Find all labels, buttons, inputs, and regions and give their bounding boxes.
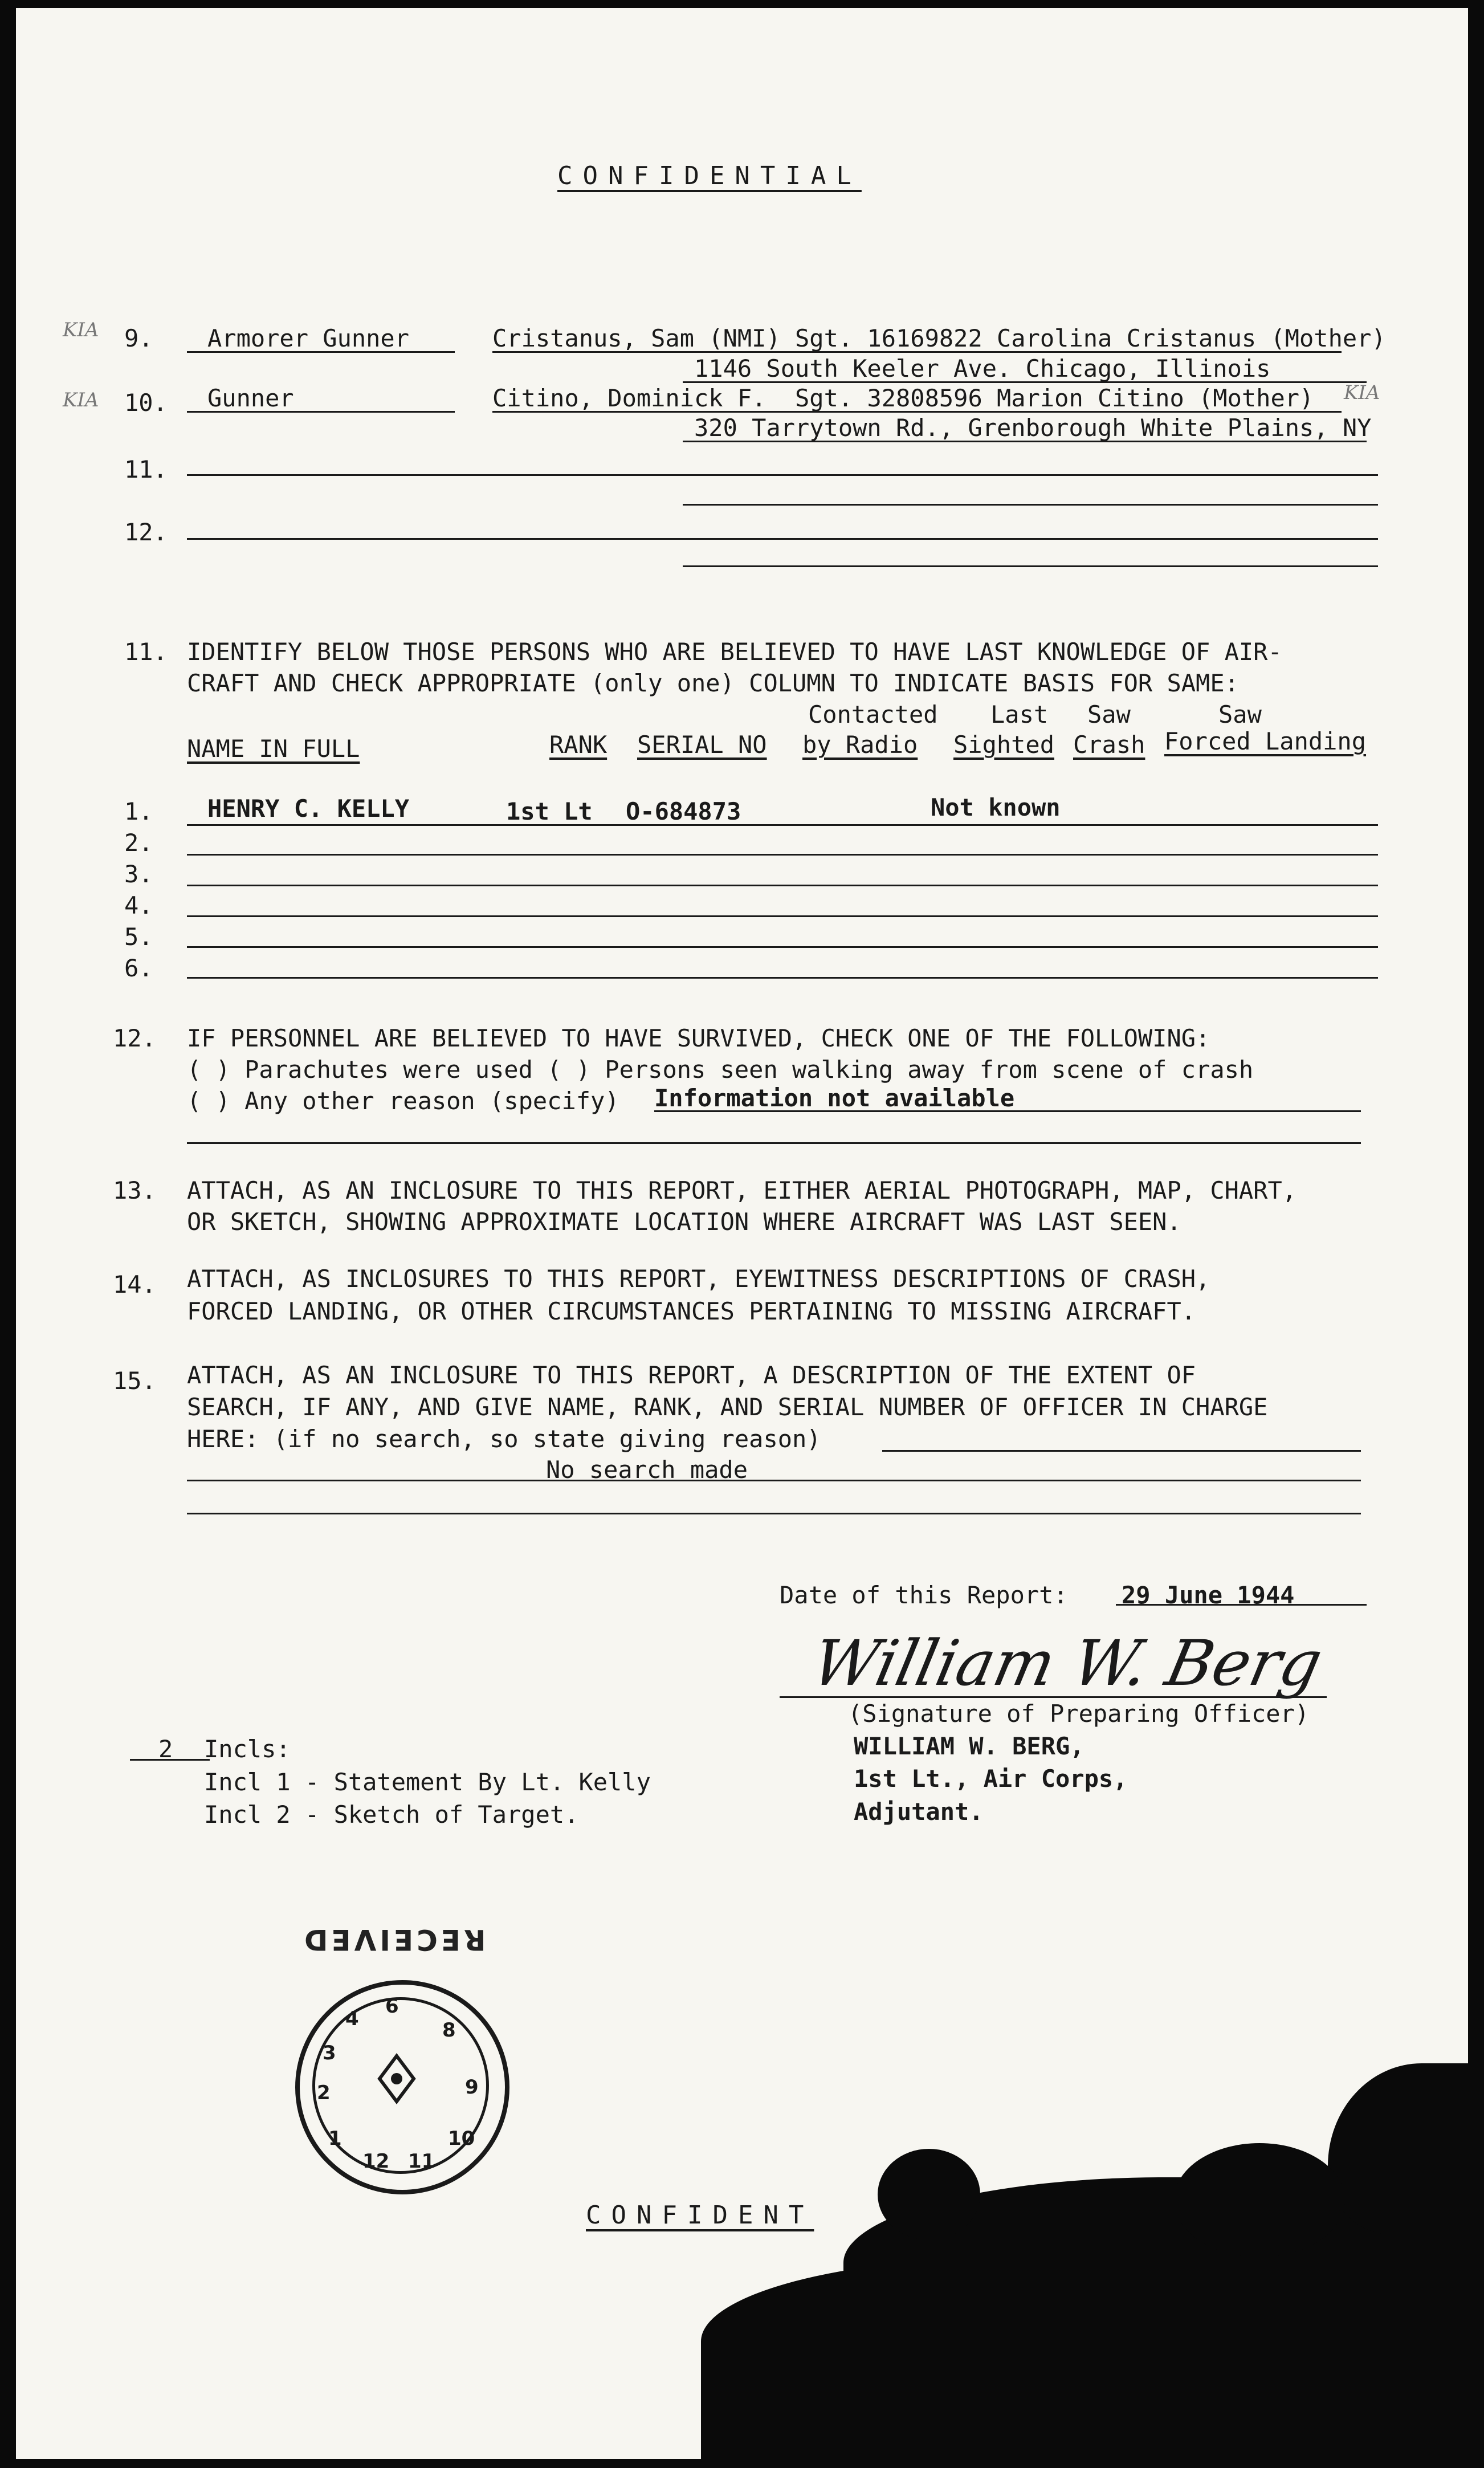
burn-damage	[878, 2149, 980, 2240]
col-header-crash: Crash	[1073, 731, 1145, 759]
report-date-label: Date of this Report:	[780, 1581, 1068, 1609]
inclosure-count: 2	[158, 1735, 173, 1763]
officer-title: Adjutant.	[854, 1798, 984, 1826]
crew-details: Cristanus, Sam (NMI) Sgt. 16169822 Carolina Cristanus (Mother)	[492, 324, 1386, 352]
row-number: 6.	[124, 954, 153, 982]
burn-damage	[1174, 2143, 1345, 2257]
search-answer: No search made	[546, 1456, 748, 1484]
margin-note-kia: KIA	[63, 319, 99, 341]
crew-num: 9.	[124, 324, 153, 352]
row-number: 4.	[124, 891, 153, 919]
section-number: 14.	[113, 1270, 156, 1298]
stamp-number: 2	[317, 2082, 331, 2104]
row-number: 3.	[124, 860, 153, 888]
col-header-sighted: Sighted	[953, 731, 1055, 759]
witness-name: HENRY C. KELLY	[207, 795, 410, 822]
stamp-number: 10	[448, 2127, 475, 2150]
witness-rank: 1st Lt	[506, 797, 593, 825]
col-header-top: Last	[990, 701, 1049, 728]
section-text: SEARCH, IF ANY, AND GIVE NAME, RANK, AND SERIAL NUMBER OF OFFICER IN CHARGE	[187, 1393, 1268, 1421]
section-text: OR SKETCH, SHOWING APPROXIMATE LOCATION WHERE AIRCRAFT WAS LAST SEEN.	[187, 1208, 1181, 1236]
witness-basis: Not known	[931, 793, 1061, 821]
margin-note-kia: KIA	[63, 389, 99, 412]
stamp-number: 4	[345, 2007, 359, 2030]
row-number: 1.	[124, 797, 153, 825]
row-number: 5.	[124, 923, 153, 951]
row-number: 2.	[124, 829, 153, 857]
crew-address: 1146 South Keeler Ave. Chicago, Illinois	[694, 355, 1271, 382]
crew-position: Gunner	[207, 384, 294, 412]
col-header-top: Contacted	[808, 701, 938, 728]
stamp-number: 6	[385, 1995, 399, 2018]
crew-details: Citino, Dominick F. Sgt. 32808596 Marion Citino (Mother)	[492, 384, 1314, 412]
clock-stamp	[295, 1980, 509, 2194]
witness-serial: O-684873	[626, 797, 741, 825]
col-header-forced: Forced Landing	[1164, 727, 1367, 755]
stamp-number: 3	[323, 2042, 336, 2064]
crew-num: 10.	[124, 389, 168, 417]
officer-signature: William W. Berg	[806, 1627, 1329, 1700]
page-header: CONFIDENTIAL	[557, 161, 862, 190]
document-page	[16, 8, 1468, 2459]
col-header-serial: SERIAL NO	[637, 731, 767, 759]
section-text: FORCED LANDING, OR OTHER CIRCUMSTANCES PERTAINING TO MISSING AIRCRAFT.	[187, 1297, 1196, 1325]
crew-address: 320 Tarrytown Rd., Grenborough White Plains, NY	[694, 414, 1372, 442]
col-header-top: Saw	[1087, 701, 1131, 728]
col-header-rank: RANK	[549, 731, 608, 759]
crew-num: 11.	[124, 455, 168, 483]
section-text: IDENTIFY BELOW THOSE PERSONS WHO ARE BELIEVED TO HAVE LAST KNOWLEDGE OF AIR-	[187, 638, 1282, 666]
inclosure-label: Incls:	[204, 1735, 291, 1763]
inclosure-item: Incl 1 - Statement By Lt. Kelly	[204, 1768, 651, 1796]
officer-rank: 1st Lt., Air Corps,	[854, 1765, 1128, 1793]
section-text: ATTACH, AS AN INCLOSURE TO THIS REPORT, A DESCRIPTION OF THE EXTENT OF	[187, 1361, 1196, 1389]
section-number: 15.	[113, 1367, 156, 1395]
section-text: ( ) Any other reason (specify)	[187, 1087, 619, 1115]
section-number: 11.	[124, 638, 168, 666]
col-header-top: Saw	[1218, 701, 1262, 728]
section-text: IF PERSONNEL ARE BELIEVED TO HAVE SURVIVED, CHECK ONE OF THE FOLLOWING:	[187, 1024, 1210, 1052]
stamp-number: 9	[465, 2076, 479, 2099]
col-header-radio: by Radio	[802, 731, 918, 759]
section-number: 13.	[113, 1176, 156, 1204]
received-stamp-text: RECEIVED	[301, 1923, 486, 1956]
col-header-name: NAME IN FULL	[187, 735, 360, 763]
section-number: 12.	[113, 1024, 156, 1052]
stamp-number: 1	[328, 2127, 342, 2150]
pen-nib-icon	[371, 2053, 422, 2104]
inclosure-item: Incl 2 - Sketch of Target.	[204, 1801, 579, 1828]
stamp-number: 11	[408, 2150, 435, 2173]
page-footer: CONFIDENT	[586, 2201, 814, 2230]
survival-answer: Information not available	[654, 1084, 1015, 1112]
crew-num: 12.	[124, 518, 168, 546]
section-text: CRAFT AND CHECK APPROPRIATE (only one) COLUMN TO INDICATE BASIS FOR SAME:	[187, 669, 1239, 697]
section-text: ATTACH, AS AN INCLOSURE TO THIS REPORT, EITHER AERIAL PHOTOGRAPH, MAP, CHART,	[187, 1176, 1297, 1204]
stamp-number: 12	[362, 2150, 390, 2173]
officer-name: WILLIAM W. BERG,	[854, 1732, 1085, 1760]
signature-caption: (Signature of Preparing Officer)	[848, 1700, 1310, 1728]
stamp-number: 8	[442, 2019, 456, 2042]
section-text: HERE: (if no search, so state giving reason)	[187, 1425, 821, 1453]
crew-position: Armorer Gunner	[207, 324, 410, 352]
report-date: 29 June 1944	[1122, 1581, 1295, 1609]
section-text: ATTACH, AS INCLOSURES TO THIS REPORT, EYEWITNESS DESCRIPTIONS OF CRASH,	[187, 1265, 1210, 1293]
margin-note-kia: KIA	[1344, 381, 1380, 404]
section-text: ( ) Parachutes were used ( ) Persons seen walking away from scene of crash	[187, 1056, 1254, 1084]
